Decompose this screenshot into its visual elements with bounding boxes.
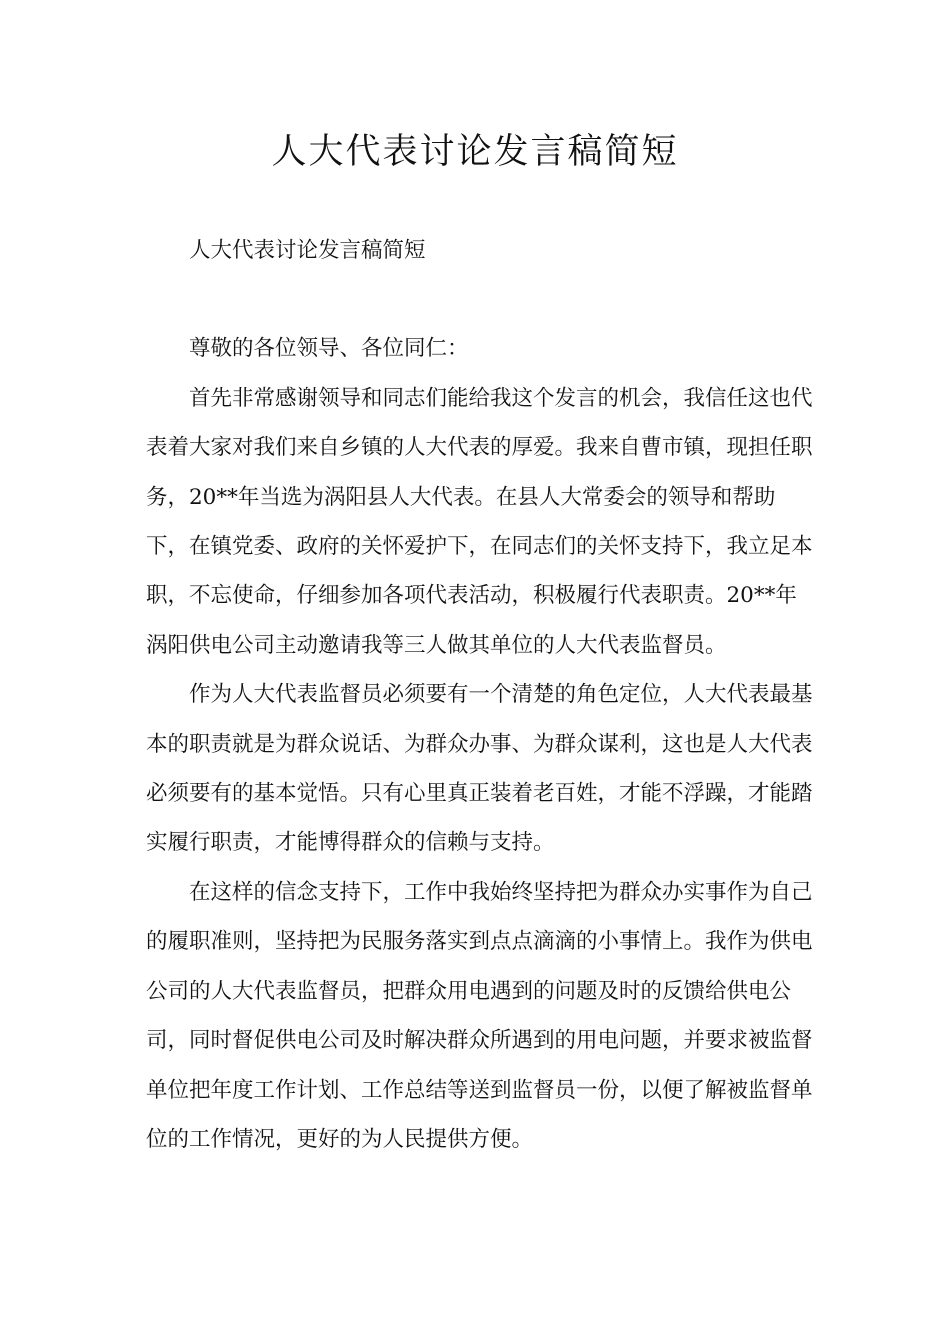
document-subtitle: 人大代表讨论发言稿简短 [189,238,426,263]
paragraph-3: 在这样的信念支持下，工作中我始终坚持把为群众办实事作为自己的履职准则，坚持把为民服务落实到点点滴滴的小事情上。我作为供电公司的人大代表监督员，把群众用电遇到的问题及时的反馈给供电公司，同时督促供电公司及时解决群众所遇到的用电问题，并要求被监督单位把年度工作计划、工作总结等送到监督员一份，以便了解被监督单位的工作情况，更好的为人民提供方便。 [146,879,813,1152]
document-title: 人大代表讨论发言稿简短 [271,132,679,172]
paragraph-2: 作为人大代表监督员必须要有一个清楚的角色定位，人大代表最基本的职责就是为群众说话、为群众办事、为群众谋利，这也是人大代表必须要有的基本觉悟。只有心里真正装着老百姓，才能不浮躁，才能踏实履行职责，才能博得群众的信赖与支持。 [146,682,813,856]
document-body [146,226,818,1164]
paragraph-1: 首先非常感谢领导和同志们能给我这个发言的机会，我信任这也代表着大家对我们来自乡镇的人大代表的厚爱。我来自曹市镇，现担任职务，20**年当选为涡阳县人大代表。在县人大常委会的领导和帮助下，在镇党委、政府的关怀爱护下，在同志们的关怀支持下，我立足本职，不忘使命，仔细参加各项代表活动，积极履行代表职责。20**年涡阳供电公司主动邀请我等三人做其单位的人大代表监督员。 [146,385,813,658]
salutation: 尊敬的各位领导、各位同仁： [189,336,469,362]
